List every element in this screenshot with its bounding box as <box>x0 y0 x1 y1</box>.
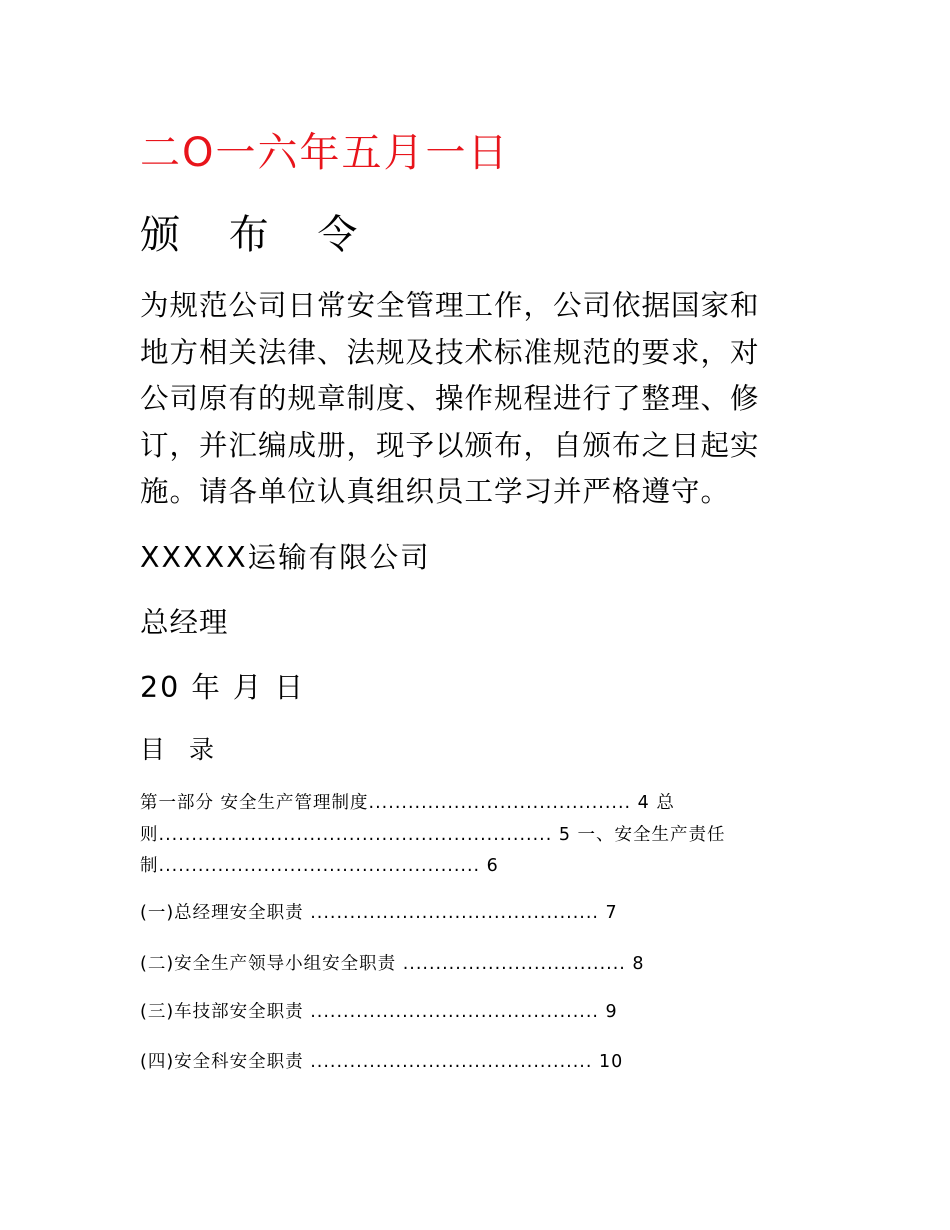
toc-line[interactable]: 第一部分 安全生产管理制度........................................ 4 总 <box>140 793 675 813</box>
decree-title: 颁 布 令 <box>140 212 376 258</box>
signatory-title: 总经理 <box>140 606 229 639</box>
toc-item-vehicle-tech-dept-duties[interactable]: (三)车技部安全职责 ............................................ 9 <box>140 1002 618 1022</box>
body-line: 为规范公司日常安全管理工作，公司依据国家和 <box>140 289 760 322</box>
sign-date: 20 年 月 日 <box>140 671 305 704</box>
body-line: 公司原有的规章制度、操作规程进行了整理、修 <box>140 382 760 415</box>
toc-title: 目 录 <box>140 735 222 764</box>
toc-item-safety-section-duties[interactable]: (四)安全科安全职责 ........................................... 10 <box>140 1052 624 1072</box>
toc-item-leadership-group-duties[interactable]: (二)安全生产领导小组安全职责 .................................. 8 <box>140 954 645 974</box>
toc-item-gm-duties[interactable]: (一)总经理安全职责 ............................................ 7 <box>140 903 618 923</box>
toc-line[interactable]: 制................................................. 6 <box>140 856 499 876</box>
body-line: 地方相关法律、法规及技术标准规范的要求，对 <box>140 335 760 369</box>
body-line: 施。请各单位认真组织员工学习并严格遵守。 <box>140 475 731 508</box>
decree-body <box>140 283 805 516</box>
toc-line[interactable]: 则............................................................ 5 一、安全生产责任 <box>140 824 726 845</box>
company-name: XXXXX运输有限公司 <box>140 541 431 574</box>
body-line: 订，并汇编成册，现予以颁布，自颁布之日起实 <box>140 428 760 462</box>
date-heading: 二O一六年五月一日 <box>140 130 510 176</box>
toc-block <box>140 788 790 883</box>
